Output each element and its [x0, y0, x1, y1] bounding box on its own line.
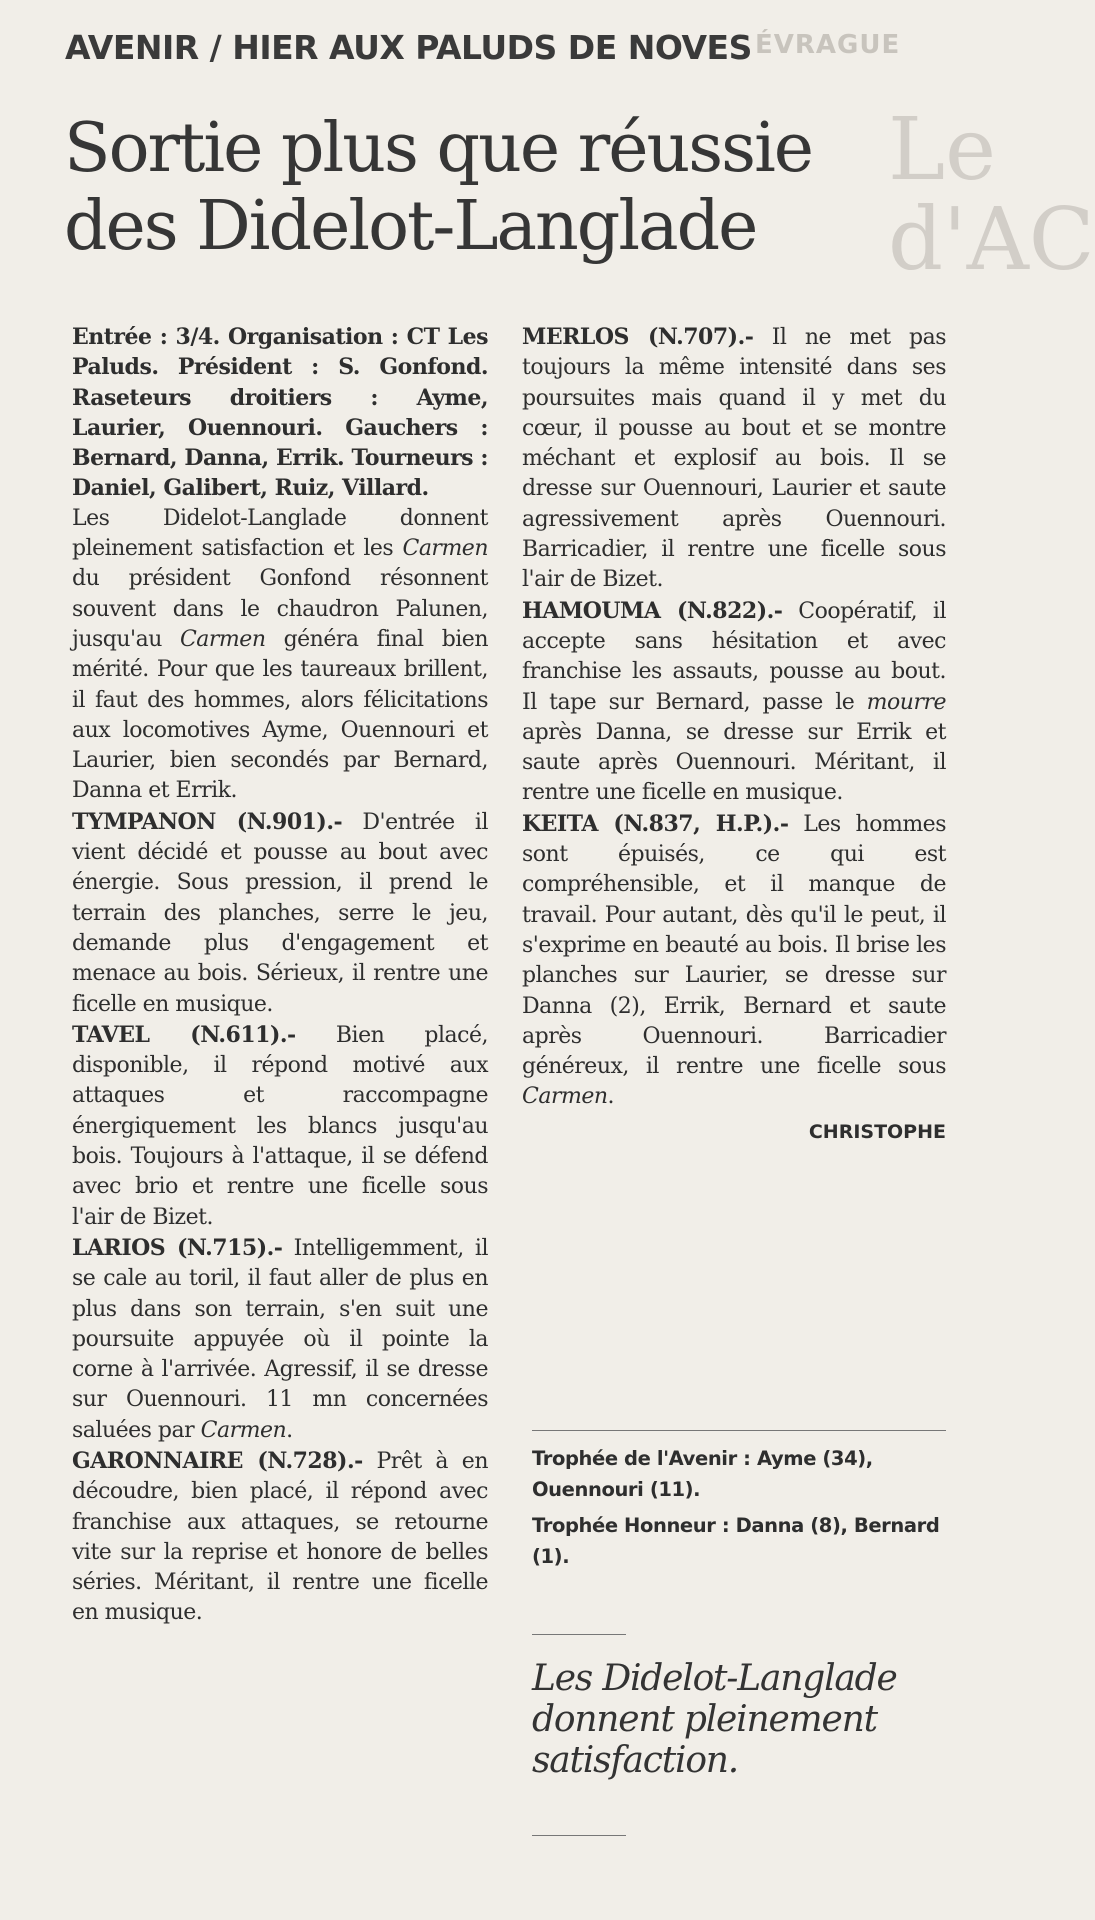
bull-text-italic: Carmen: [200, 1417, 287, 1443]
pullquote-rule-top: [532, 1634, 626, 1635]
bull-name: MERLOS (N.707).-: [522, 324, 754, 350]
bull-name: KEITA (N.837, H.P.).-: [522, 810, 789, 837]
bull-text-end: après Danna, se dresse sur Errik et saute après Ouennouri. Méritant, il rentre une ficelle en musique.: [522, 719, 946, 806]
adjacent-headline-line-1: Le: [888, 100, 997, 200]
article-headline: Sortie plus que réussie des Didelot-Langlade: [64, 109, 813, 266]
trophy-box: [532, 1444, 952, 1578]
adjacent-headline-line-2: d'AC: [888, 190, 1095, 291]
bull-text-italic: Carmen: [522, 1084, 608, 1110]
bull-tympanon: [72, 807, 488, 1020]
author-signature: CHRISTOPHE: [808, 1120, 946, 1143]
trophy-honneur: Trophée Honneur : Danna (8), Bernard (1).: [532, 1514, 940, 1568]
bull-name: LARIOS (N.715).-: [72, 1234, 283, 1261]
bull-text: Il ne met pas toujours la même intensité dans ses poursuites mais quand il y met du cœur, il pousse au bout et se montre méchant et explosif au bois. Il se dresse sur Ouennouri, Laurier et saute agressivement après Ouennouri. Barricadier, il rentre une ficelle sous l'air de Bizet.: [522, 325, 946, 593]
pullquote-rule-bottom: [532, 1835, 626, 1836]
article-column-2: [522, 322, 946, 1147]
trophy-avenir: Trophée de l'Avenir : Ayme (34), Ouennouri (11).: [532, 1447, 873, 1501]
bull-text: Intelligemment, il se cale au toril, il faut aller de plus en plus dans son terrain, s'en suit une poursuite appuyée où il pointe la corne à l'arrivée. Agressif, il se dresse sur Ouennouri. 11 mn concernées saluées par: [72, 1235, 489, 1443]
bull-hamouma: [522, 596, 946, 809]
intro-text-2: du président Gonfond résonnent souvent dans le chaudron Palunen, jusqu'au: [72, 566, 488, 652]
pull-quote: Les Didelot-Langlade donnent pleinement satisfaction.: [532, 1658, 897, 1781]
bull-name: HAMOUMA (N.822).-: [522, 597, 783, 624]
trophy-divider: [532, 1430, 946, 1431]
adjacent-article-kicker: ÉVRAGUE: [755, 30, 901, 60]
event-info: Entrée : 3/4. Organisation : CT Les Paluds. Président : S. Gonfond. Raseteurs droitiers : Ayme, Laurier, Ouennouri. Gauchers : Bernard, Danna, Errik. Tourneurs : Daniel, Galibert, Ruiz, Villard.: [72, 324, 488, 502]
bull-text: Prêt à en découdre, bien placé, il répond avec franchise aux attaques, se retourne vite sur la reprise et honore de belles séries. Méritant, il rentre une ficelle en musique.: [72, 1448, 488, 1626]
intro-paragraph: [72, 504, 488, 807]
bull-text: Les hommes sont épuisés, ce qui est compréhensible, et il manque de travail. Pour autant, dès qu'il le peut, il s'exprime en beauté au bois. Il brise les planches sur Laurier, se dresse sur Danna (2), Errik, Bernard et saute après Ouennouri. Barricadier généreux, il rentre une ficelle sous: [522, 811, 946, 1080]
bull-tavel: [72, 1020, 488, 1233]
intro-text-1: Les Didelot-Langlade donnent pleinement satisfaction et les: [72, 505, 488, 562]
intro-italic-2: Carmen: [179, 626, 266, 652]
bull-text-end: .: [607, 1084, 615, 1110]
bull-name: TAVEL (N.611).-: [72, 1021, 296, 1048]
bull-keita: [522, 809, 946, 1113]
bull-text: Coopératif, il accepte sans hésitation et avec franchise les assauts, pousse au bout. Il tape sur Bernard, passe le: [522, 598, 946, 715]
intro-italic-1: Carmen: [402, 536, 488, 562]
article-column-1: [72, 322, 488, 1629]
bull-name: TYMPANON (N.901).-: [72, 808, 343, 835]
bull-text-italic: mourre: [866, 689, 946, 715]
intro-text-3: généra final bien mérité. Pour que les taureaux brillent, il faut des hommes, alors félicitations aux locomotives Ayme, Ouennouri et Laurier, bien secondés par Bernard, Danna et Errik.: [72, 626, 488, 804]
bull-name: GARONNAIRE (N.728).-: [72, 1447, 363, 1474]
bull-text-end: .: [286, 1417, 293, 1443]
article-kicker: AVENIR / HIER AUX PALUDS DE NOVES: [65, 28, 752, 67]
bull-text: Bien placé, disponible, il répond motivé aux attaques et raccompagne énergiquement les blancs jusqu'au bois. Toujours à l'attaque, il se défend avec brio et rentre une ficelle sous l'air de Bizet.: [72, 1022, 488, 1230]
bull-larios: [72, 1233, 488, 1446]
bull-text: D'entrée il vient décidé et pousse au bout avec énergie. Sous pression, il prend le terrain des planches, serre le jeu, demande plus d'engagement et menace au bois. Sérieux, il rentre une ficelle en musique.: [72, 809, 488, 1017]
adjacent-article-headline: [888, 100, 1095, 291]
bull-merlos: [522, 322, 946, 596]
bull-garonnaire: [72, 1446, 488, 1629]
